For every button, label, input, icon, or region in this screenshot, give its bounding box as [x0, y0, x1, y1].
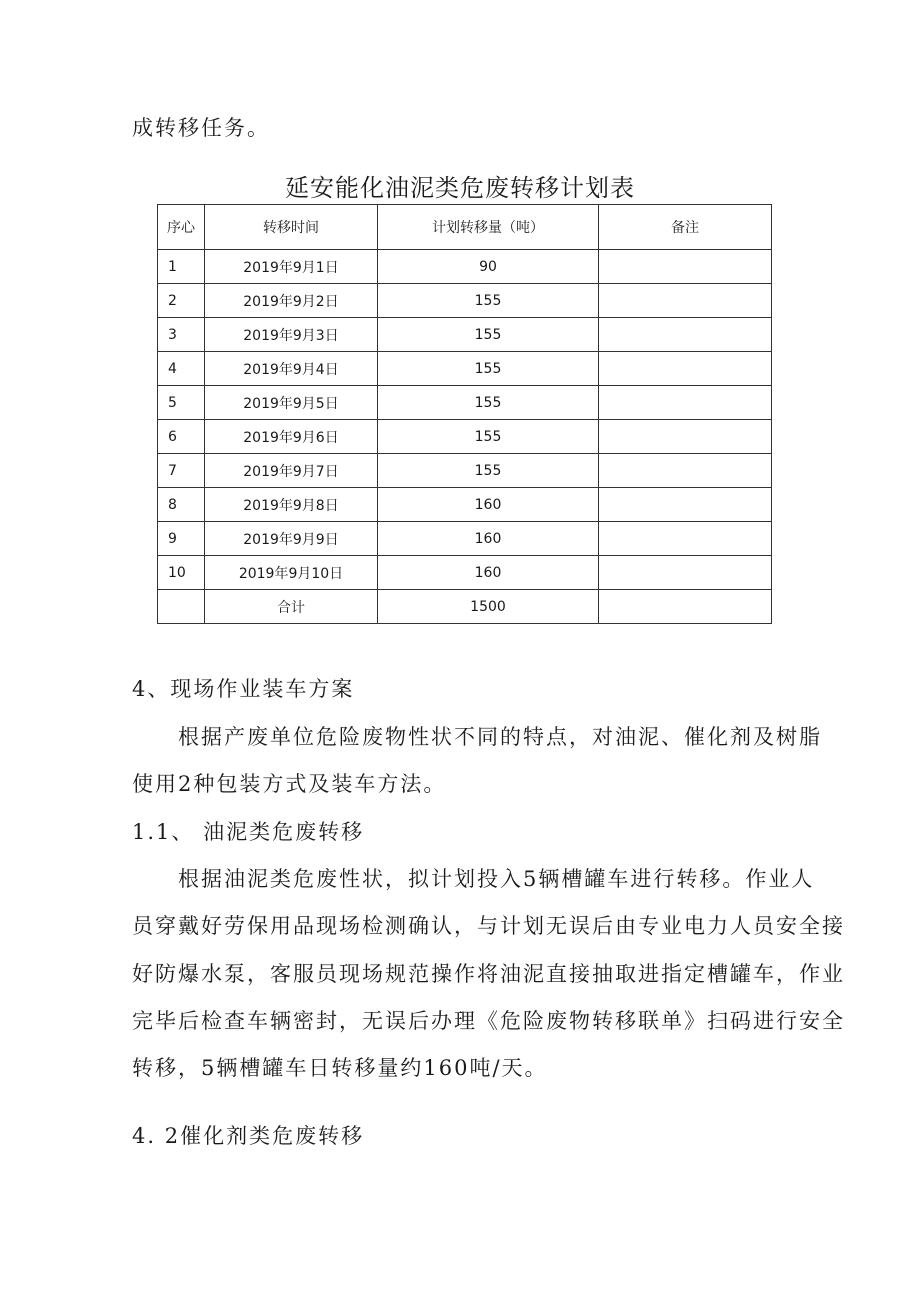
row-quantity: 160: [378, 488, 599, 522]
row-date: 2019年9月4日: [205, 352, 378, 386]
header-time: 转移时间: [205, 205, 378, 250]
row-date: 2019年9月3日: [205, 318, 378, 352]
transfer-plan-table: [157, 204, 772, 624]
table-row: [158, 352, 772, 386]
row-note: [599, 488, 772, 522]
total-quantity: 1500: [378, 590, 599, 624]
row-no: 5: [158, 386, 205, 420]
row-note: [599, 454, 772, 488]
row-no: 7: [158, 454, 205, 488]
section-4-para-line-1: 根据产废单位危险废物性状不同的特点，对油泥、催化剂及树脂: [178, 725, 822, 749]
section-4-heading: 4、现场作业装车方案: [132, 677, 355, 701]
table-row: [158, 556, 772, 590]
section-4-1-para-line-2: 员穿戴好劳保用品现场检测确认，与计划无误后由专业电力人员安全接: [132, 914, 845, 938]
row-quantity: 90: [378, 250, 599, 284]
row-quantity: 155: [378, 454, 599, 488]
row-no: 4: [158, 352, 205, 386]
header-no: 序心: [158, 205, 205, 250]
row-no: 6: [158, 420, 205, 454]
row-quantity: 155: [378, 284, 599, 318]
section-4-1-para-line-1: 根据油泥类危废性状，拟计划投入5辆槽罐车进行转移。作业人: [178, 867, 815, 891]
row-note: [599, 284, 772, 318]
row-note: [599, 556, 772, 590]
row-note: [599, 386, 772, 420]
row-date: 2019年9月10日: [205, 556, 378, 590]
row-no: 9: [158, 522, 205, 556]
row-no: 3: [158, 318, 205, 352]
row-quantity: 155: [378, 318, 599, 352]
row-note: [599, 522, 772, 556]
row-quantity: 155: [378, 386, 599, 420]
row-quantity: 160: [378, 522, 599, 556]
row-quantity: 155: [378, 420, 599, 454]
row-note: [599, 420, 772, 454]
row-no: 10: [158, 556, 205, 590]
row-no: 2: [158, 284, 205, 318]
row-date: 2019年9月9日: [205, 522, 378, 556]
table-row: [158, 420, 772, 454]
header-note: 备注: [599, 205, 772, 250]
row-no: 1: [158, 250, 205, 284]
row-date: 2019年9月8日: [205, 488, 378, 522]
section-4-1-para-line-5: 转移，5辆槽罐车日转移量约160吨/天。: [132, 1056, 548, 1080]
row-quantity: 160: [378, 556, 599, 590]
section-4-1-para-line-4: 完毕后检查车辆密封，无误后办理《危险废物转移联单》扫码进行安全: [132, 1009, 845, 1033]
header-quantity: 计划转移量（吨）: [378, 205, 599, 250]
total-no: [158, 590, 205, 624]
table-row: [158, 318, 772, 352]
table-total-row: [158, 590, 772, 624]
row-date: 2019年9月7日: [205, 454, 378, 488]
row-note: [599, 250, 772, 284]
table-row: [158, 488, 772, 522]
table-row: [158, 250, 772, 284]
total-label: 合计: [205, 590, 378, 624]
section-4-1-para-line-3: 好防爆水泵，客服员现场规范操作将油泥直接抽取进指定槽罐车，作业: [132, 962, 845, 986]
intro-line: 成转移任务。: [132, 116, 270, 140]
row-no: 8: [158, 488, 205, 522]
table-row: [158, 386, 772, 420]
table-title: 延安能化油泥类危废转移计划表: [285, 174, 635, 202]
total-note: [599, 590, 772, 624]
row-date: 2019年9月1日: [205, 250, 378, 284]
section-4-2-heading: 4. 2催化剂类危废转移: [132, 1124, 365, 1148]
table-row: [158, 284, 772, 318]
row-date: 2019年9月5日: [205, 386, 378, 420]
table-header-row: [158, 205, 772, 250]
table-row: [158, 454, 772, 488]
section-4-para-line-2: 使用2种包装方式及装车方法。: [132, 772, 447, 796]
table-row: [158, 522, 772, 556]
row-note: [599, 318, 772, 352]
row-date: 2019年9月2日: [205, 284, 378, 318]
row-date: 2019年9月6日: [205, 420, 378, 454]
row-quantity: 155: [378, 352, 599, 386]
section-4-1-heading: 1.1、 油泥类危废转移: [132, 820, 365, 844]
row-note: [599, 352, 772, 386]
table-body: [158, 250, 772, 624]
